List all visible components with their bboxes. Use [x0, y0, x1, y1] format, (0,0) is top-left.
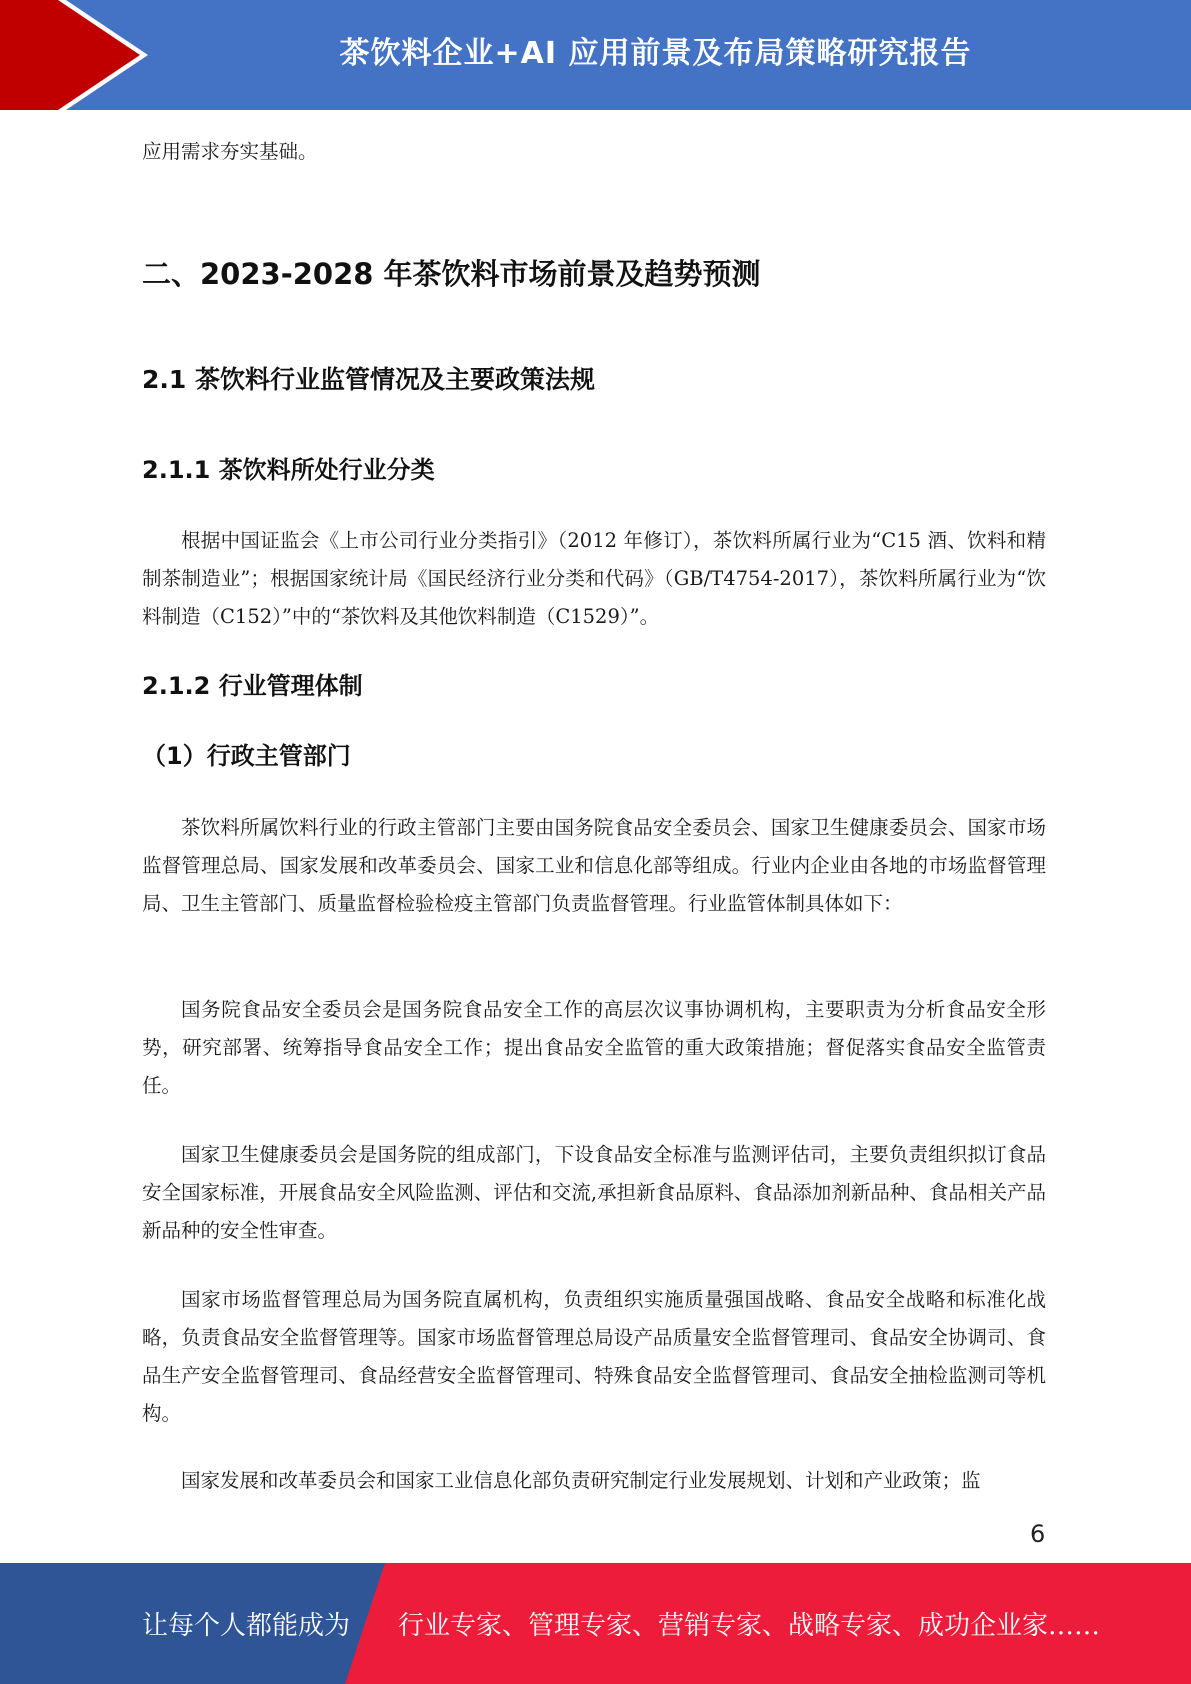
page-number: 6: [1030, 1520, 1046, 1548]
sub1-title: 2.1.1 茶饮料所处行业分类: [142, 456, 435, 484]
paragraph-admin-overview: 茶饮料所属饮料行业的行政主管部门主要由国务院食品安全委员会、国家卫生健康委员会、国家市场监督管理总局、国家发展和改革委员会、国家工业和信息化部等组成。行业内企业由各地的市场监督管理局、卫生主管部门、质量监督检验检疫主管部门负责监督管理。行业监管体制具体如下：: [142, 816, 1046, 915]
classification-paragraph: 根据中国证监会《上市公司行业分类指引》（2012 年修订），茶饮料所属行业为“C15 酒、饮料和精制茶制造业”；根据国家统计局《国民经济行业分类和代码》（GB/T4754-2017），茶饮料所属行业为“饮料制造（C152）”中的“茶饮料及其他饮料制造（C1529）”。: [142, 529, 1046, 628]
page-header: [0, 0, 1191, 110]
paragraph-development-reform: 国家发展和改革委员会和国家工业信息化部负责研究制定行业发展规划、计划和产业政策；监: [181, 1469, 981, 1492]
footer-slogan-left: 让每个人都能成为: [142, 1611, 351, 1641]
intro-tail-text: 应用需求夯实基础。: [142, 140, 318, 163]
paragraph-market-regulation: 国家市场监督管理总局为国务院直属机构，负责组织实施质量强国战略、食品安全战略和标准化战略，负责食品安全监督管理等。国家市场监督管理总局设产品质量安全监督管理司、食品安全协调司、食品生产安全监督管理司、食品经营安全监督管理司、特殊食品安全监督管理司、食品安全抽检监测司等机构。: [142, 1288, 1046, 1425]
report-title: 茶饮料企业+AI 应用前景及布局策略研究报告: [339, 36, 972, 71]
page-footer: [0, 1563, 1191, 1684]
paragraph-food-safety-committee: 国务院食品安全委员会是国务院食品安全工作的高层次议事协调机构，主要职责为分析食品安全形势，研究部署、统筹指导食品安全工作；提出食品安全监管的重大政策措施；督促落实食品安全监管责任。: [142, 998, 1046, 1097]
section-title: 二、2023-2028 年茶饮料市场前景及趋势预测: [142, 257, 761, 291]
admin-department-heading: （1）行政主管部门: [142, 742, 351, 770]
sub2-title: 2.1.2 行业管理体制: [142, 672, 363, 700]
subsection-title: 2.1 茶饮料行业监管情况及主要政策法规: [142, 365, 595, 394]
footer-slogan-right: 行业专家、管理专家、营销专家、战略专家、成功企业家……: [398, 1611, 1101, 1641]
paragraph-health-commission: 国家卫生健康委员会是国务院的组成部门，下设食品安全标准与监测评估司，主要负责组织拟订食品安全国家标准，开展食品安全风险监测、评估和交流,承担新食品原料、食品添加剂新品种、食品相关产品新品种的安全性审查。: [142, 1143, 1046, 1242]
